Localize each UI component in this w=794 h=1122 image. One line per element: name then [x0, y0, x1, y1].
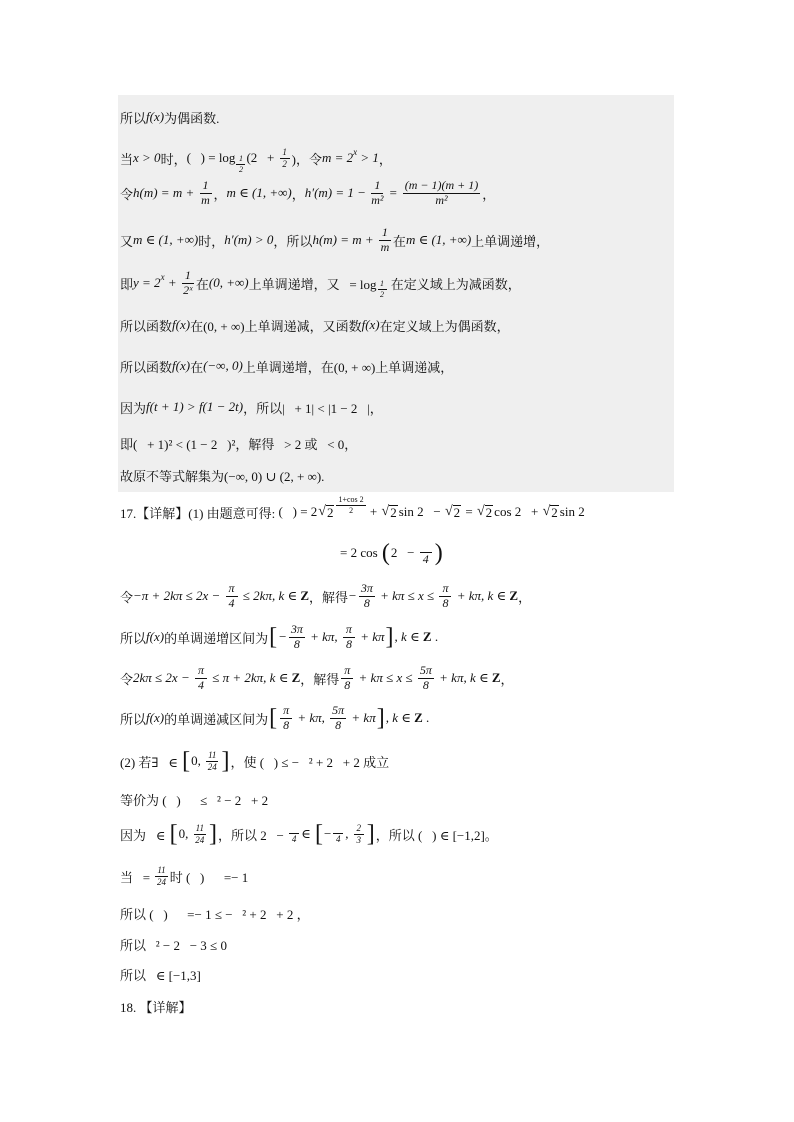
text-segment: 等价为 ( ) ≤ ² − 2 + 2 [120, 792, 269, 808]
fraction-numerator: 1 [379, 226, 391, 241]
math-expression: = [385, 185, 401, 200]
text-segment: 17.【详解】(1) 由题意可得: [120, 505, 279, 521]
math-expression: y = 2 [133, 275, 161, 290]
fraction [226, 582, 238, 611]
math-expression: m ∈ (1, +∞) [226, 185, 292, 200]
fraction-denominator: 2 [380, 289, 385, 299]
square-root [477, 504, 493, 520]
text-segment: ( ) = 2 [278, 504, 318, 519]
fraction-denominator: 2 [238, 164, 243, 174]
math-expression: f(x) [361, 317, 380, 332]
radicand: √ 2 [453, 504, 461, 520]
fraction-denominator: 8 [344, 677, 351, 692]
math-expression: f(x) [172, 317, 191, 332]
math-expression: f(t + 1) > f(1 − 2t) [146, 399, 244, 414]
question-18-heading-line [120, 986, 192, 1026]
math-expression: > 1 [357, 150, 379, 165]
text-segment: − [323, 826, 332, 841]
text-segment: ，解得 [309, 589, 349, 605]
solution-line [120, 576, 531, 616]
fraction-numerator: 3π [360, 580, 373, 595]
fraction-numerator: 1 [378, 279, 387, 289]
bracket: ] [376, 705, 385, 731]
text-segment: ， [378, 151, 392, 167]
text-segment: )，令 [291, 151, 322, 167]
text-segment: . [422, 710, 430, 725]
fraction-numerator: 5π [419, 662, 432, 677]
text-segment: 时 ( ) =− 1 [169, 869, 249, 885]
fraction [354, 823, 364, 845]
fraction-denominator: 24 [207, 761, 217, 772]
fraction [403, 179, 481, 208]
solution-line [120, 455, 324, 495]
superscript: x [160, 272, 165, 282]
fraction-denominator: 4 [422, 552, 429, 567]
solution-line-centered [340, 533, 444, 573]
bracket: ] [221, 748, 230, 774]
math-expression: + kπ ≤ x ≤ [355, 670, 416, 685]
text-segment: 所以函数 [120, 318, 173, 334]
fraction-denominator: 8 [422, 677, 429, 692]
math-expression: + kπ, [294, 710, 329, 725]
fraction-denominator: 8 [345, 636, 352, 651]
text-segment: 所以 ( ) =− 1 ≤ − ² + 2 + 2 ， [120, 906, 310, 922]
fraction [200, 179, 212, 208]
integer-set-symbol: Z [422, 629, 432, 644]
text-segment: 所以 ∈ [−1,3] [120, 967, 201, 983]
text-segment: ，解得 [300, 671, 340, 687]
text-segment: 所以 ² − 2 − 3 ≤ 0 [120, 937, 227, 953]
math-expression: , k ∈ [394, 629, 423, 644]
fraction [336, 495, 365, 514]
text-segment: sin 2 [559, 504, 585, 519]
fraction [236, 154, 245, 173]
solution-line [120, 658, 514, 698]
text-segment: 又 [120, 233, 134, 249]
math-expression: −π + 2kπ ≤ 2x − [133, 588, 224, 603]
fraction [195, 664, 207, 693]
fraction [379, 226, 391, 255]
text-segment: ，所以 ( ) ∈ [−1,2]。 [375, 827, 498, 843]
math-expression: f(x) [146, 710, 165, 725]
fraction-numerator: π [343, 623, 355, 638]
fraction-numerator [333, 823, 343, 834]
solution-line [120, 305, 510, 345]
fraction [343, 623, 355, 652]
text-segment: 上单调递增，在(0, + ∞)上单调递减， [242, 359, 454, 375]
fraction-numerator: π [195, 664, 207, 679]
fraction-denominator: 4 [228, 595, 235, 610]
bracket: [ [269, 705, 278, 731]
square-root [382, 504, 398, 520]
fraction-numerator: (m − 1)(m + 1) [404, 177, 479, 192]
math-expression: h(m) = m + [133, 185, 198, 200]
fraction-denominator: m² [371, 192, 384, 207]
bracket: [ [314, 821, 323, 847]
text-segment: , [345, 826, 352, 841]
solution-line [120, 617, 438, 657]
solution-line [120, 779, 268, 819]
fraction-numerator: π [439, 582, 451, 597]
text-segment: 上单调递增，又 = log [248, 276, 377, 292]
math-expression: + kπ [348, 710, 376, 725]
fraction-numerator: 11 [195, 823, 204, 834]
math-expression: + [164, 275, 180, 290]
fraction [439, 582, 451, 611]
fraction-numerator: 1+cos 2 [338, 495, 364, 505]
integer-set-symbol: Z [414, 710, 423, 725]
text-segment: ，所以 2 − [217, 827, 288, 843]
text-segment: 时， [160, 151, 187, 167]
text-segment: 所以函数 [120, 359, 173, 375]
bracket: ( [381, 540, 390, 566]
fraction [182, 269, 194, 298]
radicand: √ 2 [390, 504, 397, 520]
fraction [359, 582, 375, 611]
text-segment: ，使 ( ) ≤ − ² + 2 + 2 成立 [230, 754, 390, 770]
fraction-numerator: 1 [280, 147, 290, 158]
text-segment: ， [213, 186, 227, 202]
solution-line [120, 698, 429, 738]
text-segment: cos 2 + [494, 504, 542, 519]
fraction-denominator: 2 [349, 505, 354, 515]
fraction [371, 179, 383, 208]
fraction [333, 823, 343, 844]
math-expression: ≤ 2kπ, k ∈ [239, 588, 301, 603]
text-segment: 为偶函数. [164, 110, 220, 126]
solution-line [120, 387, 383, 427]
fraction-denominator: 8 [335, 717, 342, 732]
solution-line [120, 263, 521, 303]
fraction-denominator: m [380, 239, 390, 254]
solution-line [120, 138, 392, 178]
math-expression: (−∞, 0) [203, 358, 243, 373]
text-segment: ( ) = log [186, 150, 236, 165]
text-segment: 在定义域上为偶函数， [379, 318, 510, 334]
math-expression: + kπ ≤ x ≤ [376, 588, 438, 603]
math-expression: f(x) [172, 358, 191, 373]
text-segment: 故原不等式解集为(−∞, 0) ∪ (2, + ∞). [120, 468, 325, 484]
text-segment: sin 2 − [398, 504, 444, 519]
text-segment: 在 [392, 233, 406, 249]
text-segment: 在(0, + ∞)上单调递减，又函数 [190, 318, 362, 334]
fraction-numerator: 11 [157, 865, 166, 876]
radicand: √ 2 [326, 504, 334, 520]
fraction-denominator: 24 [195, 834, 205, 845]
fraction [341, 664, 353, 693]
text-segment: ∈ [301, 826, 314, 841]
text-segment: 当 [120, 151, 134, 167]
square-root [318, 504, 334, 520]
fraction-numerator: 5π [332, 702, 345, 717]
text-segment: = 2 cos [340, 545, 381, 560]
text-segment: 所以 [120, 110, 147, 126]
math-expression: m ∈ (1, +∞) [133, 232, 199, 247]
math-expression: , k ∈ [385, 710, 415, 725]
math-expression: f(x) [146, 109, 165, 124]
question-17-heading-line [120, 492, 585, 532]
solution-line [120, 741, 389, 781]
text-segment: ，所以| + 1| < |1 − 2 |， [243, 400, 383, 416]
text-segment: (2 + [246, 150, 278, 165]
text-segment: 在 [190, 359, 204, 375]
radicand: √ 2 [551, 504, 558, 520]
fraction-denominator: 8 [442, 595, 449, 610]
fraction [378, 279, 387, 298]
fraction-denominator: 8 [363, 595, 370, 610]
text-segment: 0, [178, 826, 192, 841]
superscript: x [353, 147, 358, 157]
fraction-numerator: 2 [354, 823, 364, 834]
text-segment: ，所以 [273, 233, 313, 249]
fraction [420, 539, 432, 567]
math-expression: m ∈ (1, +∞) [405, 232, 472, 247]
text-segment: 令 [120, 186, 134, 202]
fraction [155, 865, 167, 887]
fraction-numerator: π [341, 664, 353, 679]
math-expression: (0, +∞) [208, 275, 249, 290]
bracket: ] [385, 624, 394, 650]
fraction-numerator: π [280, 704, 292, 719]
solution-line [120, 220, 549, 260]
text-segment: (2) 若∃ ∈ [120, 754, 182, 770]
text-segment: ， [500, 671, 514, 687]
integer-set-symbol: Z [291, 670, 301, 685]
fraction-numerator: 11 [208, 750, 217, 761]
math-expression: h′(m) > 0 [224, 232, 274, 247]
math-expression: x > 0 [133, 150, 161, 165]
text-segment: + [366, 504, 381, 519]
square-root [445, 504, 461, 520]
fraction [280, 147, 290, 169]
fraction [289, 623, 305, 652]
text-segment: 上单调递增， [471, 233, 550, 249]
text-segment: ， [518, 589, 532, 605]
solution-line [120, 97, 219, 137]
text-segment: 时， [198, 233, 225, 249]
fraction-denominator: 24 [157, 876, 167, 887]
fraction-denominator: 8 [283, 717, 290, 732]
fraction [289, 823, 299, 844]
math-expression: − [278, 629, 287, 644]
text-segment: = [462, 504, 476, 519]
math-expression: − [348, 588, 357, 603]
text-segment: 当 = [120, 869, 154, 885]
text-segment: 即 [120, 276, 134, 292]
fraction [194, 823, 206, 845]
text-segment: 所以 [120, 711, 147, 727]
fraction-numerator: 1 [182, 269, 194, 284]
math-expression: + kπ, k ∈ [453, 588, 510, 603]
fraction-denominator: m [201, 192, 210, 207]
text-segment: ， [482, 186, 496, 202]
bracket: [ [169, 821, 178, 847]
integer-set-symbol: Z [509, 588, 519, 603]
fraction [206, 750, 218, 772]
bracket: ] [208, 821, 217, 847]
text-segment: . [431, 629, 439, 644]
math-expression: 2kπ ≤ 2x − [133, 670, 193, 685]
fraction-numerator: π [226, 582, 238, 597]
text-segment: 在定义域上为减函数， [387, 276, 521, 292]
bracket: ) [434, 540, 443, 566]
math-expression: + kπ, [306, 629, 341, 644]
fraction-denominator: 4 [291, 834, 297, 845]
fraction-numerator: 1 [236, 154, 245, 164]
integer-set-symbol: Z [491, 670, 501, 685]
text-segment: 0, [191, 753, 205, 768]
text-segment: 因为 [120, 400, 147, 416]
text-segment: 因为 ∈ [120, 827, 169, 843]
text-segment: 2 − [390, 545, 418, 560]
fraction-denominator: 4 [197, 677, 204, 692]
fraction-denominator: 2 [282, 158, 287, 169]
fraction-denominator: 2ˣ [183, 282, 193, 297]
text-segment: 令 [120, 589, 134, 605]
text-segment: 即( + 1)² < (1 − 2 )²，解得 > 2 或 < 0， [120, 436, 358, 452]
integer-set-symbol: Z [300, 588, 310, 603]
radicand: √ 2 [485, 504, 493, 520]
text-segment: 的单调递减区间为 [164, 711, 269, 727]
text-segment: 令 [120, 671, 134, 687]
bracket: [ [182, 748, 191, 774]
solution-line [120, 173, 495, 213]
fraction-denominator: 3 [356, 834, 362, 845]
math-expression: h(m) = m + [312, 232, 377, 247]
fraction [418, 664, 434, 693]
fraction-numerator [289, 823, 299, 834]
fraction-denominator: m² [435, 192, 448, 207]
math-expression: h′(m) = 1 − [304, 185, 370, 200]
fraction-numerator [420, 539, 432, 553]
fraction-denominator: 8 [293, 636, 300, 651]
fraction-numerator: 1 [200, 179, 212, 194]
fraction-numerator: 3π [290, 621, 303, 636]
math-expression: m = 2 [321, 150, 354, 165]
fraction [280, 704, 292, 733]
text-segment: ， [291, 186, 305, 202]
text-segment: 在 [195, 276, 209, 292]
square-root [543, 504, 559, 520]
text-segment: 18. 【详解】 [120, 999, 192, 1015]
math-expression: + kπ, k ∈ [435, 670, 492, 685]
bracket: ] [366, 821, 375, 847]
bracket: [ [269, 624, 278, 650]
math-expression: ≤ π + 2kπ, k ∈ [208, 670, 292, 685]
fraction-denominator: 4 [336, 834, 341, 845]
solution-line [120, 346, 453, 386]
math-expression: + kπ [356, 629, 385, 644]
fraction [330, 704, 346, 733]
math-expression: f(x) [146, 629, 165, 644]
fraction-numerator: 1 [371, 179, 383, 194]
text-segment: 所以 [120, 630, 147, 646]
text-segment: 的单调递增区间为 [164, 630, 269, 646]
solution-line [120, 814, 498, 854]
solution-line [120, 856, 248, 896]
